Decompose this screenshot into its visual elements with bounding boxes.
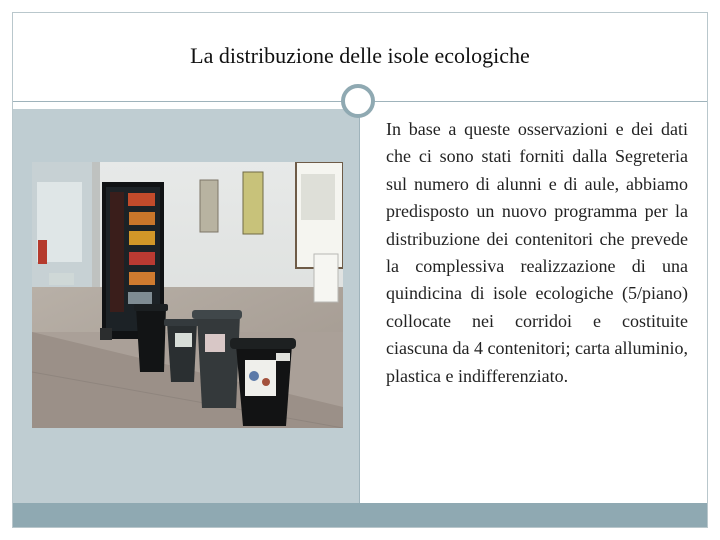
- slide-title: La distribuzione delle isole ecologiche: [190, 43, 530, 68]
- circle-ornament-icon: [341, 84, 375, 118]
- photo-illustration: [32, 162, 343, 428]
- bottom-accent-bar: [13, 503, 707, 527]
- recycling-bins-photo: [32, 162, 343, 428]
- body-paragraph: In base a queste osservazioni e dei dati che ci sono stati forniti dalla Segreteria sul numero di alunni e di aule, abbiamo predisposto un nuovo programma per la distribuzione dei contenitori che prevede la complessiva realizzazione di una quindicina di isole ecologiche (5/piano) collocate nei corridoi e costituite ciascuna da 4 contenitori; carta alluminio, plastica e indifferenziato.: [386, 119, 688, 386]
- vertical-divider: [359, 109, 360, 503]
- slide: [12, 12, 708, 528]
